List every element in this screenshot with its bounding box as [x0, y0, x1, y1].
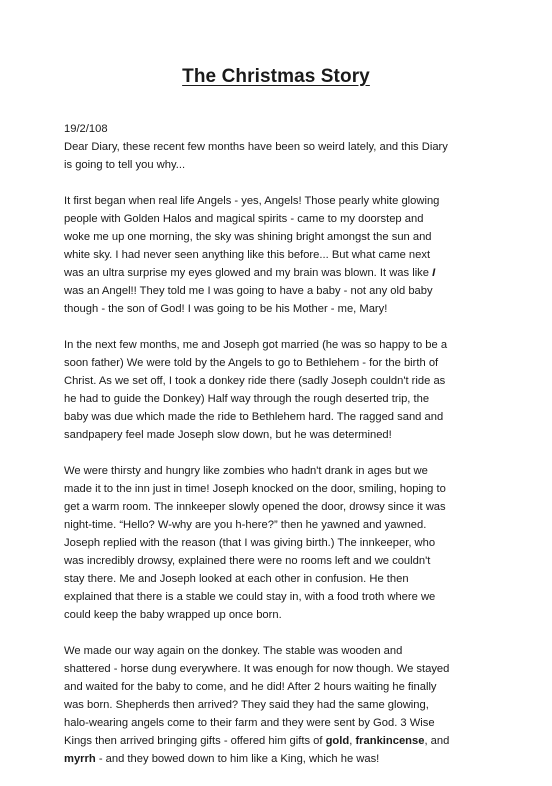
paragraph-line	[64, 426, 504, 444]
paragraph-line	[64, 156, 504, 174]
line-text: ,	[349, 735, 356, 747]
line-text: was an Angel!! They told me I was going to have a baby - not any old baby	[64, 285, 433, 297]
line-text: is going to tell you why...	[64, 159, 186, 171]
paragraph-line	[64, 660, 504, 678]
line-text: , and	[424, 735, 450, 747]
line-text: though - the son of God! I was going to be his Mother - me, Mary!	[64, 303, 388, 315]
line-text: Christ. As we set off, I took a donkey ride there (sadly Joseph couldn't ride as	[64, 375, 446, 387]
line-text: people with Golden Halos and magical spirits - came to my doorstep and	[64, 213, 424, 225]
paragraph-line	[64, 552, 504, 570]
line-text: sandpapery feel made Joseph slow down, but he was determined!	[64, 429, 392, 441]
paragraph-line	[64, 606, 504, 624]
paragraph-line	[64, 372, 504, 390]
emphasized-text: myrrh	[64, 753, 96, 765]
line-text: In the next few months, me and Joseph got married (he was so happy to be a	[64, 339, 448, 351]
diary-paragraph	[64, 138, 504, 174]
line-text: explained that there is a stable we could stay in, with a food troth where we	[64, 591, 436, 603]
line-text: shattered - horse dung everywhere. It was enough for now though. We stayed	[64, 663, 450, 675]
line-text: woke me up one morning, the sky was shining bright amongst the sun and	[64, 231, 432, 243]
line-text: made it to the inn just in time! Joseph knocked on the door, smiling, hoping to	[64, 483, 446, 495]
paragraph-line	[64, 642, 504, 660]
emphasized-text: I	[432, 267, 436, 279]
paragraph-line	[64, 408, 504, 426]
paragraph-line	[64, 390, 504, 408]
paragraph-line	[64, 714, 504, 732]
line-text: Kings then arrived bringing gifts - offered him gifts of	[64, 735, 326, 747]
line-text: It first began when real life Angels - yes, Angels! Those pearly white glowing	[64, 195, 440, 207]
paragraph-line	[64, 570, 504, 588]
line-text: halo-wearing angels come to their farm and they were sent by God. 3 Wise	[64, 717, 435, 729]
paragraph-line	[64, 282, 504, 300]
paragraph-line	[64, 588, 504, 606]
line-text: was incredibly drowsy, explained there were no rooms left and we couldn't	[64, 555, 431, 567]
paragraph-line	[64, 516, 504, 534]
line-text: - and they bowed down to him like a King, which he was!	[95, 753, 380, 765]
line-text: white sky. I had never seen anything like this before... But what came next	[64, 249, 431, 261]
paragraph-line	[64, 732, 504, 750]
line-text: night-time. “Hello? W-why are you h-here?” then he yawned and yawned.	[64, 519, 427, 531]
line-text: he had to guide the Donkey) Half way through the rough deserted trip, the	[64, 393, 430, 405]
line-text: was born. Shepherds then arrived? They said they had the same glowing,	[64, 699, 429, 711]
paragraph-line	[64, 228, 504, 246]
diary-body	[64, 120, 504, 786]
line-text: Dear Diary, these recent few months have been so weird lately, and this Diary	[64, 141, 448, 153]
diary-paragraph	[64, 462, 504, 624]
paragraph-line	[64, 750, 504, 768]
paragraph-line	[64, 336, 504, 354]
line-text: soon father) We were told by the Angels to go to Bethlehem - for the birth of	[64, 357, 439, 369]
diary-paragraph	[64, 642, 504, 768]
paragraph-line	[64, 696, 504, 714]
paragraph-line	[64, 192, 504, 210]
paragraph-line	[64, 534, 504, 552]
line-text: and waited for the baby to come, and he did! After 2 hours waiting he finally	[64, 681, 437, 693]
emphasized-text: frankincense	[355, 735, 425, 747]
line-text: baby was due which made the ride to Bethlehem hard. The ragged sand and	[64, 411, 444, 423]
diary-paragraph	[64, 336, 504, 444]
line-text: We made our way again on the donkey. The stable was wooden and	[64, 645, 403, 657]
paragraph-line	[64, 480, 504, 498]
line-text: We were thirsty and hungry like zombies who hadn't drank in ages but we	[64, 465, 428, 477]
line-text: was an ultra surprise my eyes glowed and my brain was blown. It was like	[64, 267, 433, 279]
diary-paragraphs	[64, 138, 504, 768]
line-text: stay there. Me and Joseph looked at each other in confusion. He then	[64, 573, 409, 585]
paragraph-line	[64, 246, 504, 264]
emphasized-text: gold	[325, 735, 350, 747]
paragraph-line	[64, 498, 504, 516]
paragraph-line	[64, 462, 504, 480]
paragraph-line	[64, 354, 504, 372]
paragraph-line	[64, 264, 504, 282]
paragraph-line	[64, 678, 504, 696]
line-text: get a warm room. The innkeeper slowly opened the door, drowsy since it was	[64, 501, 446, 513]
paragraph-line	[64, 210, 504, 228]
diary-paragraph	[64, 192, 504, 318]
paragraph-line	[64, 300, 504, 318]
line-text: could keep the baby wrapped up once born.	[64, 609, 282, 621]
paragraph-line	[64, 138, 504, 156]
diary-date: 19/2/108	[64, 123, 108, 135]
line-text: Joseph replied with the reason (that I was giving birth.) The innkeeper, who	[64, 537, 436, 549]
document-title: The Christmas Story	[182, 66, 370, 87]
